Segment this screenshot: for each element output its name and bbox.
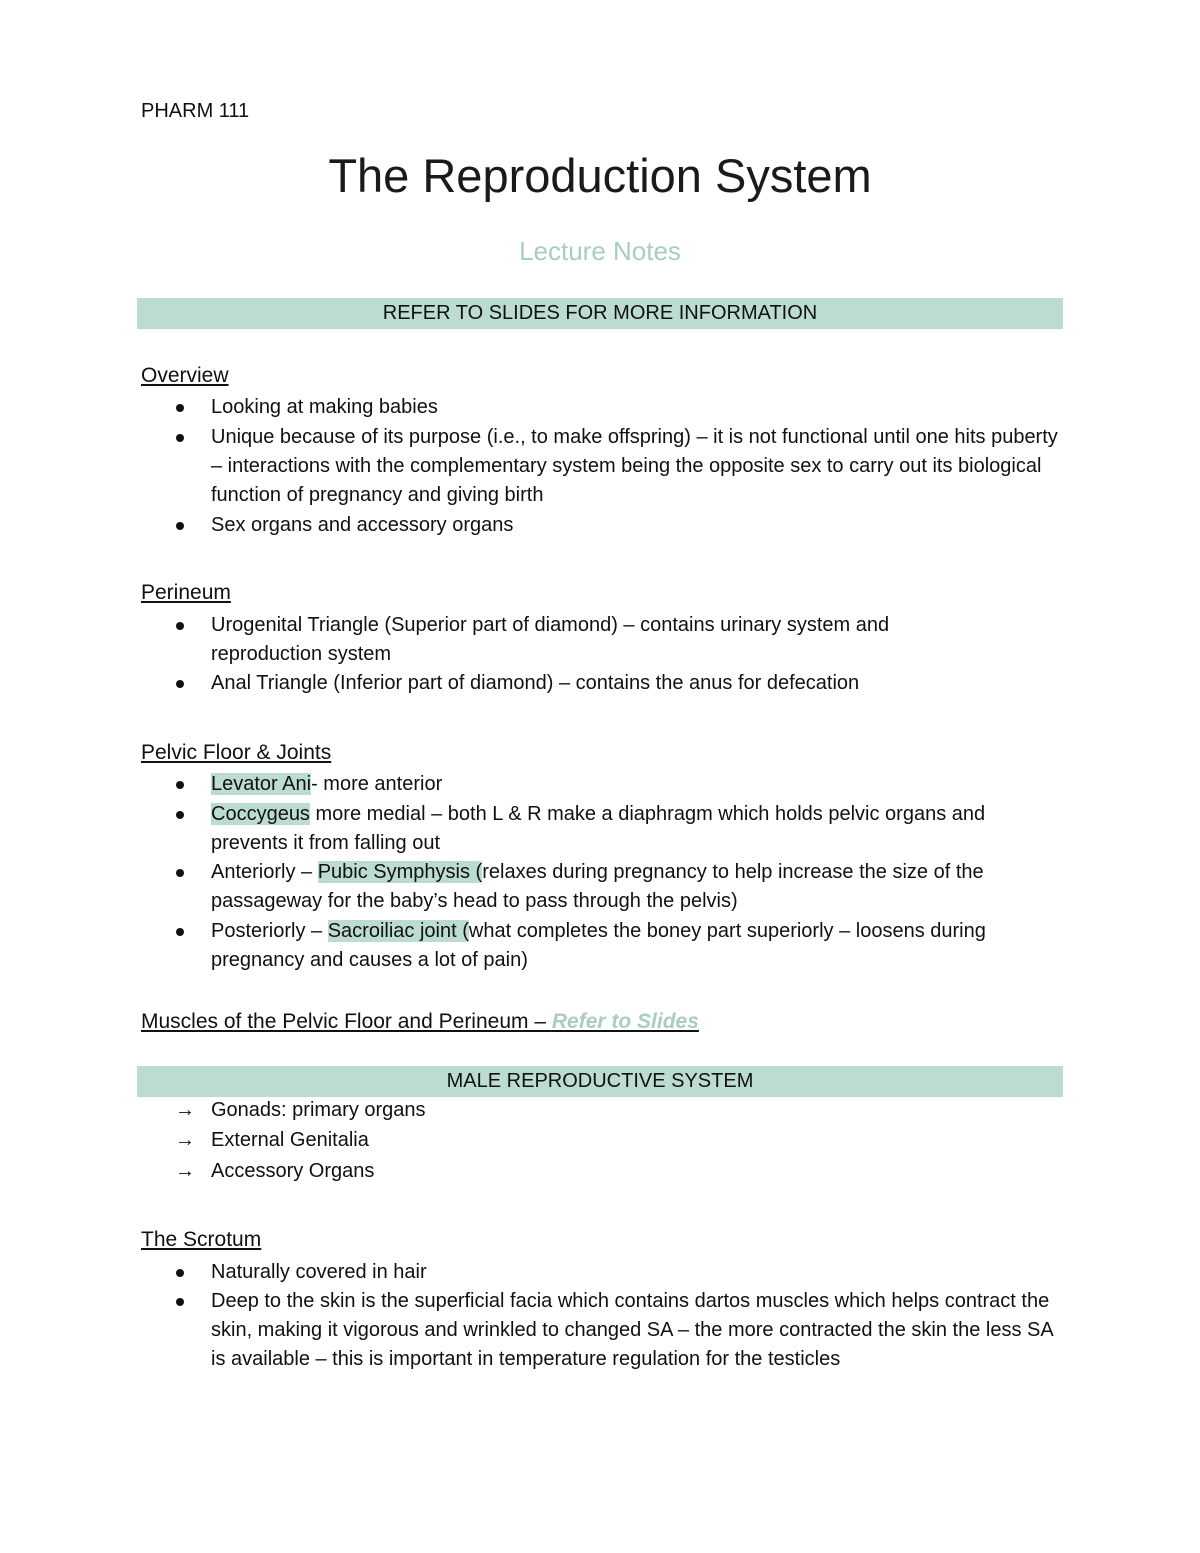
list-item: → Gonads: primary organs — [211, 1096, 1071, 1125]
arrow-right-icon: → — [175, 1099, 195, 1121]
highlighted-term: Levator Ani — [211, 773, 312, 795]
list-item: Deep to the skin is the superficial facia which contains dartos muscles which helps contract the skin, making it vigorous and wrinkled to changed SA – the more contracted the skin the less SA is available – this is important in temperature regulation for the testicles — [211, 1287, 1061, 1374]
perineum-heading: Perineum — [141, 581, 231, 604]
bullet-icon — [176, 928, 184, 936]
list-item: Posteriorly – Sacroiliac joint (what completes the boney part superiorly – loosens during pregnancy and causes a lot of pain) — [211, 917, 1071, 975]
list-item: Coccygeus more medial – both L & R make a diaphragm which holds pelvic organs and prevents it from falling out — [211, 800, 1051, 858]
bullet-icon — [176, 1298, 184, 1306]
arrow-right-icon: → — [175, 1160, 195, 1182]
list-item: Levator Ani- more anterior — [211, 770, 1071, 799]
page-title: The Reproduction System — [328, 149, 872, 202]
bullet-icon — [176, 869, 184, 877]
pelvic-heading: Pelvic Floor & Joints — [141, 741, 332, 764]
page-subtitle: Lecture Notes — [519, 236, 681, 266]
list-item: Anteriorly – Pubic Symphysis (relaxes during pregnancy to help increase the size of the passageway for the baby’s head to pass through the pelvis) — [211, 858, 1051, 916]
bullet-icon — [176, 622, 184, 630]
course-code: PHARM 111 — [141, 100, 250, 122]
refer-banner: REFER TO SLIDES FOR MORE INFORMATION — [137, 298, 1063, 329]
scrotum-heading: The Scrotum — [141, 1228, 262, 1251]
bullet-icon — [176, 434, 184, 442]
list-item: Unique because of its purpose (i.e., to make offspring) – it is not functional until one hits puberty – interactions with the complementary system being the opposite sex to carry out its biological function of pregnancy and giving birth — [211, 423, 1063, 510]
list-item: Urogenital Triangle (Superior part of diamond) – contains urinary system and reproduction system — [211, 611, 971, 669]
highlighted-term: Coccygeus — [211, 803, 310, 825]
list-item: → External Genitalia — [211, 1126, 1071, 1155]
bullet-icon — [176, 404, 184, 412]
list-item: Looking at making babies — [211, 393, 1071, 422]
bullet-icon — [176, 522, 184, 530]
muscles-heading: Muscles of the Pelvic Floor and Perineum – Refer to Slides — [141, 1010, 699, 1033]
list-item: Sex organs and accessory organs — [211, 511, 1071, 540]
overview-heading: Overview — [141, 364, 229, 387]
bullet-icon — [176, 811, 184, 819]
list-item: → Accessory Organs — [211, 1157, 1071, 1186]
bullet-icon — [176, 1269, 184, 1277]
male-system-banner: MALE REPRODUCTIVE SYSTEM — [137, 1066, 1063, 1097]
highlighted-term: Sacroiliac joint ( — [327, 920, 469, 942]
bullet-icon — [176, 781, 184, 789]
bullet-icon — [176, 680, 184, 688]
list-item: Anal Triangle (Inferior part of diamond) – contains the anus for defecation — [211, 669, 1071, 698]
highlighted-term: Pubic Symphysis ( — [317, 861, 483, 883]
refer-to-slides: Refer to Slides — [551, 1010, 699, 1033]
list-item: Naturally covered in hair — [211, 1258, 1071, 1287]
arrow-right-icon: → — [175, 1129, 195, 1151]
